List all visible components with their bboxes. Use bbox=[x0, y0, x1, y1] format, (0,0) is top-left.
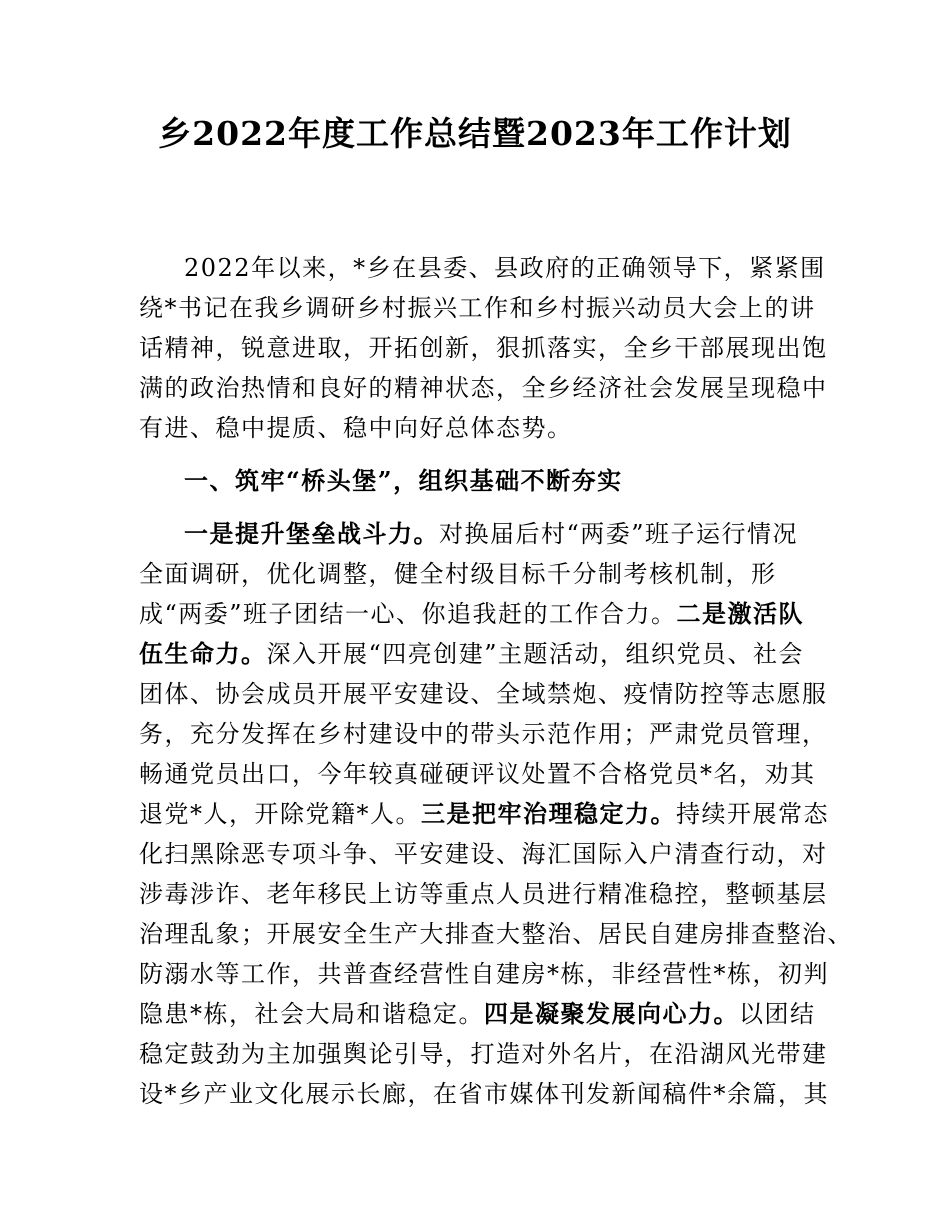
section-paragraph bbox=[139, 514, 853, 1114]
paragraph-line: 治理乱象；开展安全生产大排查大整治、居民自建房排查整治、 bbox=[139, 920, 853, 948]
intro-line: 满的政治热情和良好的精神状态，全乡经济社会发展呈现稳中 bbox=[139, 374, 828, 402]
paragraph-line: 务，充分发挥在乡村建设中的带头示范作用；严肃党员管理， bbox=[139, 720, 828, 748]
paragraph-text: 退党*人，开除党籍*人。 bbox=[139, 800, 421, 828]
section-heading-text: 一、筑牢“桥头堡”，组织基础不断夯实 bbox=[184, 466, 623, 495]
intro-line: 2022年以来，*乡在县委、县政府的正确领导下，紧紧围 bbox=[184, 254, 826, 282]
paragraph-line bbox=[139, 994, 829, 1034]
intro-paragraph bbox=[139, 248, 829, 448]
intro-line: 绕*书记在我乡调研乡村振兴工作和乡村振兴动员大会上的讲 bbox=[139, 294, 816, 322]
paragraph-text: 对换届后村“两委”班子运行情况 bbox=[439, 520, 799, 548]
document-title: 乡2022年度工作总结暨2023年工作计划 bbox=[158, 114, 792, 153]
intro-line: 话精神，锐意进取，开拓创新，狠抓落实，全乡干部展现出饱 bbox=[139, 334, 828, 362]
paragraph-line: 涉毒涉诈、老年移民上访等重点人员进行精准稳控，整顿基层 bbox=[139, 880, 828, 908]
paragraph-text: 深入开展“四亮创建”主题活动，组织党员、社会 bbox=[266, 640, 805, 668]
paragraph-line bbox=[139, 514, 829, 554]
bold-phrase: 四是凝聚发展向心力。 bbox=[484, 999, 739, 1028]
paragraph-text: 成“两委”班子团结一心、你追我赶的工作合力。 bbox=[139, 600, 677, 628]
section-heading bbox=[139, 461, 829, 501]
paragraph-line bbox=[139, 594, 829, 634]
paragraph-text: 持续开展常态 bbox=[676, 800, 829, 828]
paragraph-line: 稳定鼓劲为主加强舆论引导，打造对外名片，在沿湖风光带建 bbox=[139, 1040, 828, 1068]
paragraph-line bbox=[139, 634, 829, 674]
paragraph-line: 团体、协会成员开展平安建设、全域禁炮、疫情防控等志愿服 bbox=[139, 680, 828, 708]
paragraph-line: 设*乡产业文化展示长廊，在省市媒体刊发新闻稿件*余篇，其 bbox=[139, 1080, 829, 1108]
paragraph-line: 全面调研，优化调整，健全村级目标千分制考核机制，形 bbox=[139, 560, 777, 588]
bold-phrase: 伍生命力。 bbox=[139, 639, 267, 668]
bold-phrase: 三是把牢治理稳定力。 bbox=[421, 799, 676, 828]
paragraph-line: 畅通党员出口，今年较真碰硬评议处置不合格党员*名，劝其 bbox=[139, 760, 816, 788]
paragraph-line: 防溺水等工作，共普查经营性自建房*栋，非经营性*栋，初判 bbox=[139, 960, 829, 988]
paragraph-line: 化扫黑除恶专项斗争、平安建设、海汇国际入户清查行动，对 bbox=[139, 840, 828, 868]
paragraph-text: 以团结 bbox=[739, 1000, 816, 1028]
bold-phrase: 一是提升堡垒战斗力。 bbox=[184, 519, 439, 548]
paragraph-text: 隐患*栋，社会大局和谐稳定。 bbox=[139, 1000, 484, 1028]
intro-line: 有进、稳中提质、稳中向好总体态势。 bbox=[139, 414, 573, 442]
paragraph-line bbox=[139, 794, 829, 834]
bold-phrase: 二是激活队 bbox=[676, 599, 805, 628]
